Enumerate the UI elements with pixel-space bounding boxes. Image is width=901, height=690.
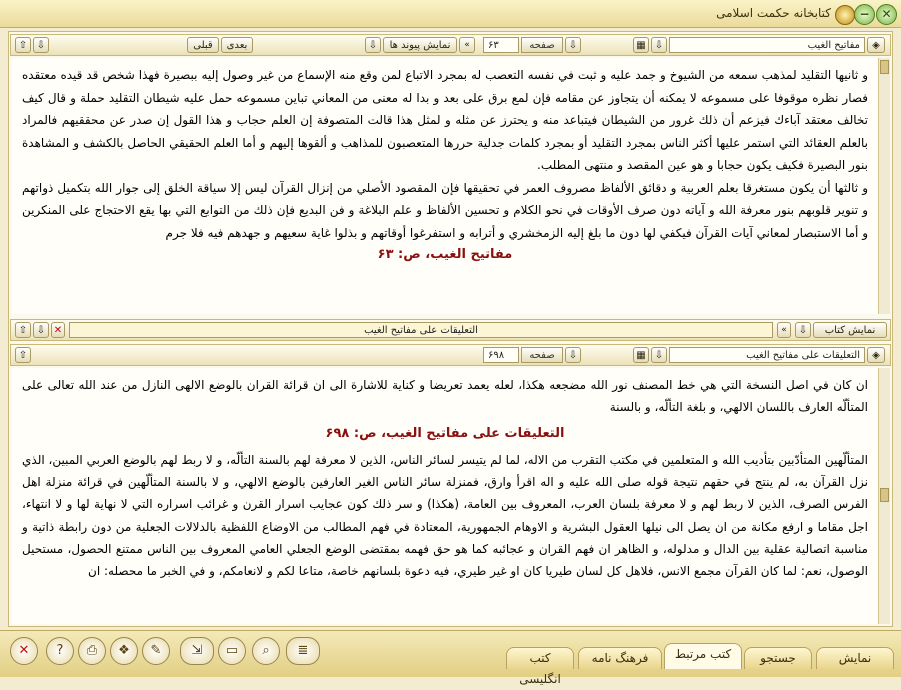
next-button[interactable]: بعدی — [221, 37, 253, 53]
print-icon[interactable]: ⎙ — [78, 637, 106, 665]
export-icon[interactable]: ⇲ — [180, 637, 214, 665]
top-toolbar — [10, 34, 891, 56]
book-grid-icon[interactable]: ▦ — [633, 37, 649, 53]
app-logo-icon — [835, 5, 855, 25]
book-down-icon[interactable]: ⇩ — [651, 37, 667, 53]
show-links-button[interactable]: نمایش پیوند ها — [383, 37, 457, 53]
main-page-reference: مفاتيح الغيب، ص: ۶۳ — [377, 247, 513, 262]
commentary-page-reference: التعليقات على مفاتيح الغيب، ص: ۶۹۸ — [325, 425, 565, 441]
tab-display[interactable]: نمایش — [816, 647, 894, 669]
tab-english-books[interactable]: کتب انگلیسی — [506, 647, 574, 669]
mid-collapse-icon[interactable]: ⇩ — [33, 322, 49, 338]
collapse-icon[interactable]: ⇩ — [33, 37, 49, 53]
commentary-page-field[interactable]: ۶۹۸ — [483, 347, 519, 363]
book-title-field[interactable]: مفاتیح الغیب — [669, 37, 865, 53]
bookmark-icon[interactable]: ❖ — [110, 637, 138, 665]
minimize-window-button[interactable]: − — [854, 4, 875, 25]
page-label: صفحه — [521, 37, 563, 53]
commentary-book-title-field[interactable]: التعليقات على مفاتيح الغيب — [669, 347, 865, 363]
edit-note-icon[interactable]: ✎ — [142, 637, 170, 665]
links-down-icon[interactable]: ⇩ — [365, 37, 381, 53]
bottom-bar — [0, 630, 901, 686]
commentary-scroll-thumb[interactable] — [880, 488, 889, 502]
commentary-grid-icon[interactable]: ▦ — [633, 347, 649, 363]
links-chevron-icon[interactable]: « — [459, 37, 475, 53]
commentary-expand-icon[interactable]: ⇧ — [15, 347, 31, 363]
library-icon[interactable]: ≣ — [286, 637, 320, 665]
window-title: کتابخانه حکمت اسلامی — [716, 6, 831, 20]
page-number-field[interactable]: ۶۳ — [483, 37, 519, 53]
mid-chevron-icon[interactable]: « — [777, 322, 791, 338]
magnifier-icon[interactable]: ⌕ — [252, 637, 280, 665]
close-window-button[interactable]: ✕ — [876, 4, 897, 25]
mid-expand-icon[interactable]: ⇧ — [15, 322, 31, 338]
commentary-eraser-icon[interactable]: ◈ — [867, 347, 885, 363]
commentary-scrollbar[interactable] — [878, 368, 890, 624]
commentary-toolbar — [10, 344, 891, 366]
commentary-title: التعليقات على مفاتيح الغيب — [69, 322, 773, 338]
tab-dictionary[interactable]: فرهنگ نامه — [578, 647, 662, 669]
mid-down-icon[interactable]: ⇩ — [795, 322, 811, 338]
commentary-paragraph-1: ان كان في اصل النسخة التي هي خط المصنف نور الله مضجعه هكذا، لعله يعمد تعريضا و كناية للاشارة الى ان قرائة القران بالوضع الالهى النازل من عند الله تعالى على المتألّه العارف باللسان الالهي، و بلغة التألّه، و بالسنة — [22, 378, 868, 415]
tab-related-books[interactable]: کتب مرتبط — [664, 643, 742, 669]
expand-icon[interactable]: ⇧ — [15, 37, 31, 53]
close-commentary-icon[interactable]: ✕ — [51, 322, 65, 338]
main-paragraph-1: و ثانيها التقليد لمذهب سمعه من الشيوخ و جمد عليه و ثبت في نفسه التعصب له بمجرد الاتباع لمن وقع منه الإسماع من غير وصول إليه ببصيرة فهذا شخص قد قيده معتقده فصار نظره موقوفا على مسموعه لا يمكنه أن يتجاوز عن مقامه فإن لمع برق على بعد و بدا له معنى من المعاني تباين مسموعه حمل عليه شيطان التقليد حملة و قال كيف تخالف معتقد آباءك فيزعم أن ذلك غرور من الشيطان فيتباعد منه و يحترز عن مثله و لمثل هذا قالت المتصوفة إن العلم حجاب و هذا القول إن صدر عن محققيهم فالمراد بالعلم العقائد التي استمر عليها أكثر الناس بمجرد التقليد أو بمجرد كلمات جدلية حررها المتعصبون للمذاهب و ألقوها إليهم و أما العلم الحقيقي الحاصل بالكشف و المشاهدة بنور البصيرة فكيف يكون حجابا و هو عين المقصد و منتهى المطلب. — [22, 68, 868, 172]
commentary-paragraph-2: المتألّهين المتأدّبين بتأديب الله و المتعلمين في مكتب التقرب من الاله، لما لم يتيسر لسائر الناس، الذين لا معرفة لهم بالسنة التألّه، و لا ربط لهم بالوضع العربي المبين، الذي نزل القرآن به، لم ينتج في حقهم نتيجة قوله صلى الله عليه و اله اقرأ وارق، فمنزلة سائر الناس الغير العارفين بالوضع الالهي، و لا بالسنة المتألّهين في قرائة منزلة اهل الفرس الصرف، الذين لا ربط لهم و لا معرفة بلسان العرب، المعروف بين العامة، (هكذا) و سر ذلك كون عجايب اسرار القرن و غرائب اسراره التي لا نهاية لها و لا انتهاء، اجل مقاما و ارفع مكانة من ان يصل الى نيلها العقول البشرية و الاوهام الجمهورية، المعتادة في فهم المطالب من الاوضاع اللفظية بالدلالات الجعلية من دون رابطة ذاتية و مناسبة اتصالية عقلية بين الدال و مدلوله، و الظاهر ان فهم القران و عجائبه كما هو حق فهمه بمقتضى الوضع الجعلي العامي المعروف بين الناس ممتنع الحصول، مستحيل الوصول، نعم: لما كان القرآن مجمع الانس، فلاهل كل لسان طيريا كان او غير طيري، فيه دعوة بلسانهم خاصة، متاعا لكم و لانعامكم، و في الخبر ما محصله: ان — [22, 452, 868, 579]
main-paragraph-2: و ثالثها أن يكون مستغرقا بعلم العربية و دقائق الألفاظ مصروف العمر في تحقيقها فإن المقصود الأصلي من إنزال القرآن ليس إلا سياقة الخلق إلى جوار الله بتكميل ذواتهم و تنوير قلوبهم بنور معرفة الله و آياته دون صرف الأوقات في نحو الكلام و تحسين الألفاظ و علم البلاغة و فن البديع فإن ذلك من التوابع التي بها يقع الاحتجاج على المنكرين و أما الاستبصار لمعاني آيات القرآن فيكفي لها دون ما بلغ إليه الزمخشري و أترابه و استفرغوا أوقاتهم و بذلوا غاية سعيهم و جهدهم فيه فلا جرم — [22, 180, 868, 240]
commentary-book-down-icon[interactable]: ⇩ — [651, 347, 667, 363]
title-bar — [0, 0, 901, 28]
commentary-page-label: صفحه — [521, 347, 563, 363]
main-text-pane — [12, 58, 878, 314]
eraser-icon[interactable]: ◈ — [867, 37, 885, 53]
window-icon[interactable]: ▭ — [218, 637, 246, 665]
commentary-bar — [10, 319, 891, 341]
commentary-text-pane — [12, 368, 878, 624]
tab-search[interactable]: جستجو — [744, 647, 812, 669]
page-down-icon[interactable]: ⇩ — [565, 37, 581, 53]
main-scrollbar[interactable] — [878, 58, 890, 314]
commentary-page-down-icon[interactable]: ⇩ — [565, 347, 581, 363]
prev-button[interactable]: قبلی — [187, 37, 219, 53]
main-scroll-thumb[interactable] — [880, 60, 889, 74]
exit-icon[interactable]: ✕ — [10, 637, 38, 665]
help-icon[interactable]: ? — [46, 637, 74, 665]
show-book-button[interactable]: نمایش کتاب — [813, 322, 887, 338]
